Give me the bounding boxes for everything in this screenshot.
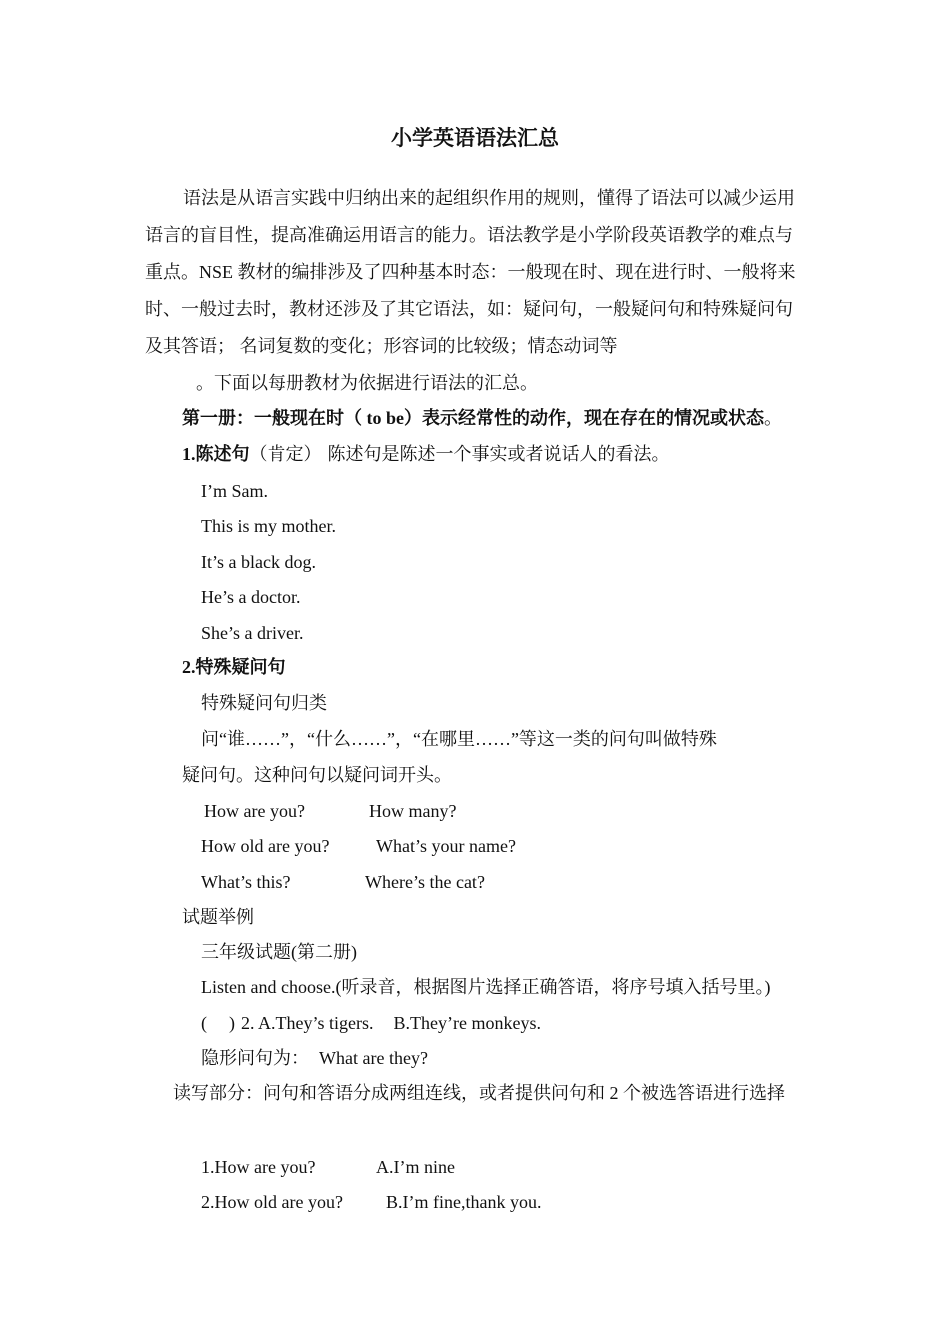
hidden-question (201, 1047, 428, 1069)
question-example: Where’s the cat? (365, 872, 485, 892)
answer-paren-close: ) (229, 1013, 235, 1033)
question-option-b: B.They’re monkeys. (393, 1013, 541, 1033)
example-sentence: This is my mother. (201, 516, 336, 536)
match-answer: B.I’m fine,thank you. (386, 1192, 542, 1212)
example-sentence: It’s a black dog. (201, 552, 316, 572)
question-example: How many? (369, 801, 457, 821)
document-title: 小学英语语法汇总 (391, 126, 559, 150)
book1-heading (182, 407, 782, 429)
example-sentence: She’s a driver. (201, 623, 304, 643)
read-write-instruction: 读写部分：问句和答语分成两组连线，或者提供问句和 2 个被选答语进行选择 (173, 1083, 785, 1103)
section1-heading (182, 443, 670, 465)
question-example: What’s your name? (376, 836, 516, 856)
section2-heading: 2.特殊疑问句 (182, 657, 286, 677)
section2-desc-line2: 疑问句。这种问句以疑问词开头。 (182, 765, 452, 785)
question-example: How old are you? (201, 836, 330, 856)
match-question: 1.How are you? (201, 1157, 316, 1177)
book1-heading-bold: 第一册：一般现在时（ to be）表示经常性的动作，现在存在的情况或状态 (182, 408, 764, 428)
section1-paren: （肯定） (249, 444, 322, 464)
match-answer: A.I’m nine (376, 1157, 455, 1177)
question-option-a: 2. A.They’s tigers. (241, 1013, 374, 1033)
section1-desc: 陈述句是陈述一个事实或者说话人的看法。 (327, 444, 670, 464)
answer-paren-open: ( (201, 1013, 207, 1033)
exam-listen-instruction: Listen and choose.(听录音，根据图片选择正确答语，将序号填入括号里。) (201, 977, 771, 997)
match-question: 2.How old are you? (201, 1192, 343, 1212)
question-example: How are you? (204, 801, 305, 821)
section1-num: 1.陈述句 (182, 444, 250, 464)
example-sentence: He’s a doctor. (201, 587, 301, 607)
exam-grade: 三年级试题(第二册) (201, 942, 357, 962)
intro-tail: 。下面以每册教材为依据进行语法的汇总。 (196, 373, 538, 393)
hidden-question-label: 隐形问句为： (201, 1048, 309, 1068)
intro-text: 语法是从语言实践中归纳出来的起组织作用的规则，懂得了语法可以减少运用语言的盲目性，提高准确运用语言的能力。语法教学是小学阶段英语教学的难点与重点。NSE 教材的编排涉及了四种基本时态：一般现在时、现在进行时、一般将来时、一般过去时，教材还涉及了其它语法，如：疑问句，一般疑问句和特殊疑问句及其答语； 名词复数的变化；形容词的比较级；情态动词等 (145, 188, 796, 356)
book1-heading-end: 。 (764, 408, 782, 428)
exam-heading: 试题举例 (182, 907, 254, 927)
exam-question (201, 1012, 541, 1034)
section2-desc-line1: 问“谁……”，“什么……”，“在哪里……”等这一类的问句叫做特殊 (201, 729, 717, 749)
question-example: What’s this? (201, 872, 291, 892)
section2-subheading: 特殊疑问句归类 (201, 693, 327, 713)
intro-paragraph (145, 180, 807, 365)
example-sentence: I’m Sam. (201, 481, 268, 501)
hidden-question-text: What are they? (319, 1048, 428, 1068)
